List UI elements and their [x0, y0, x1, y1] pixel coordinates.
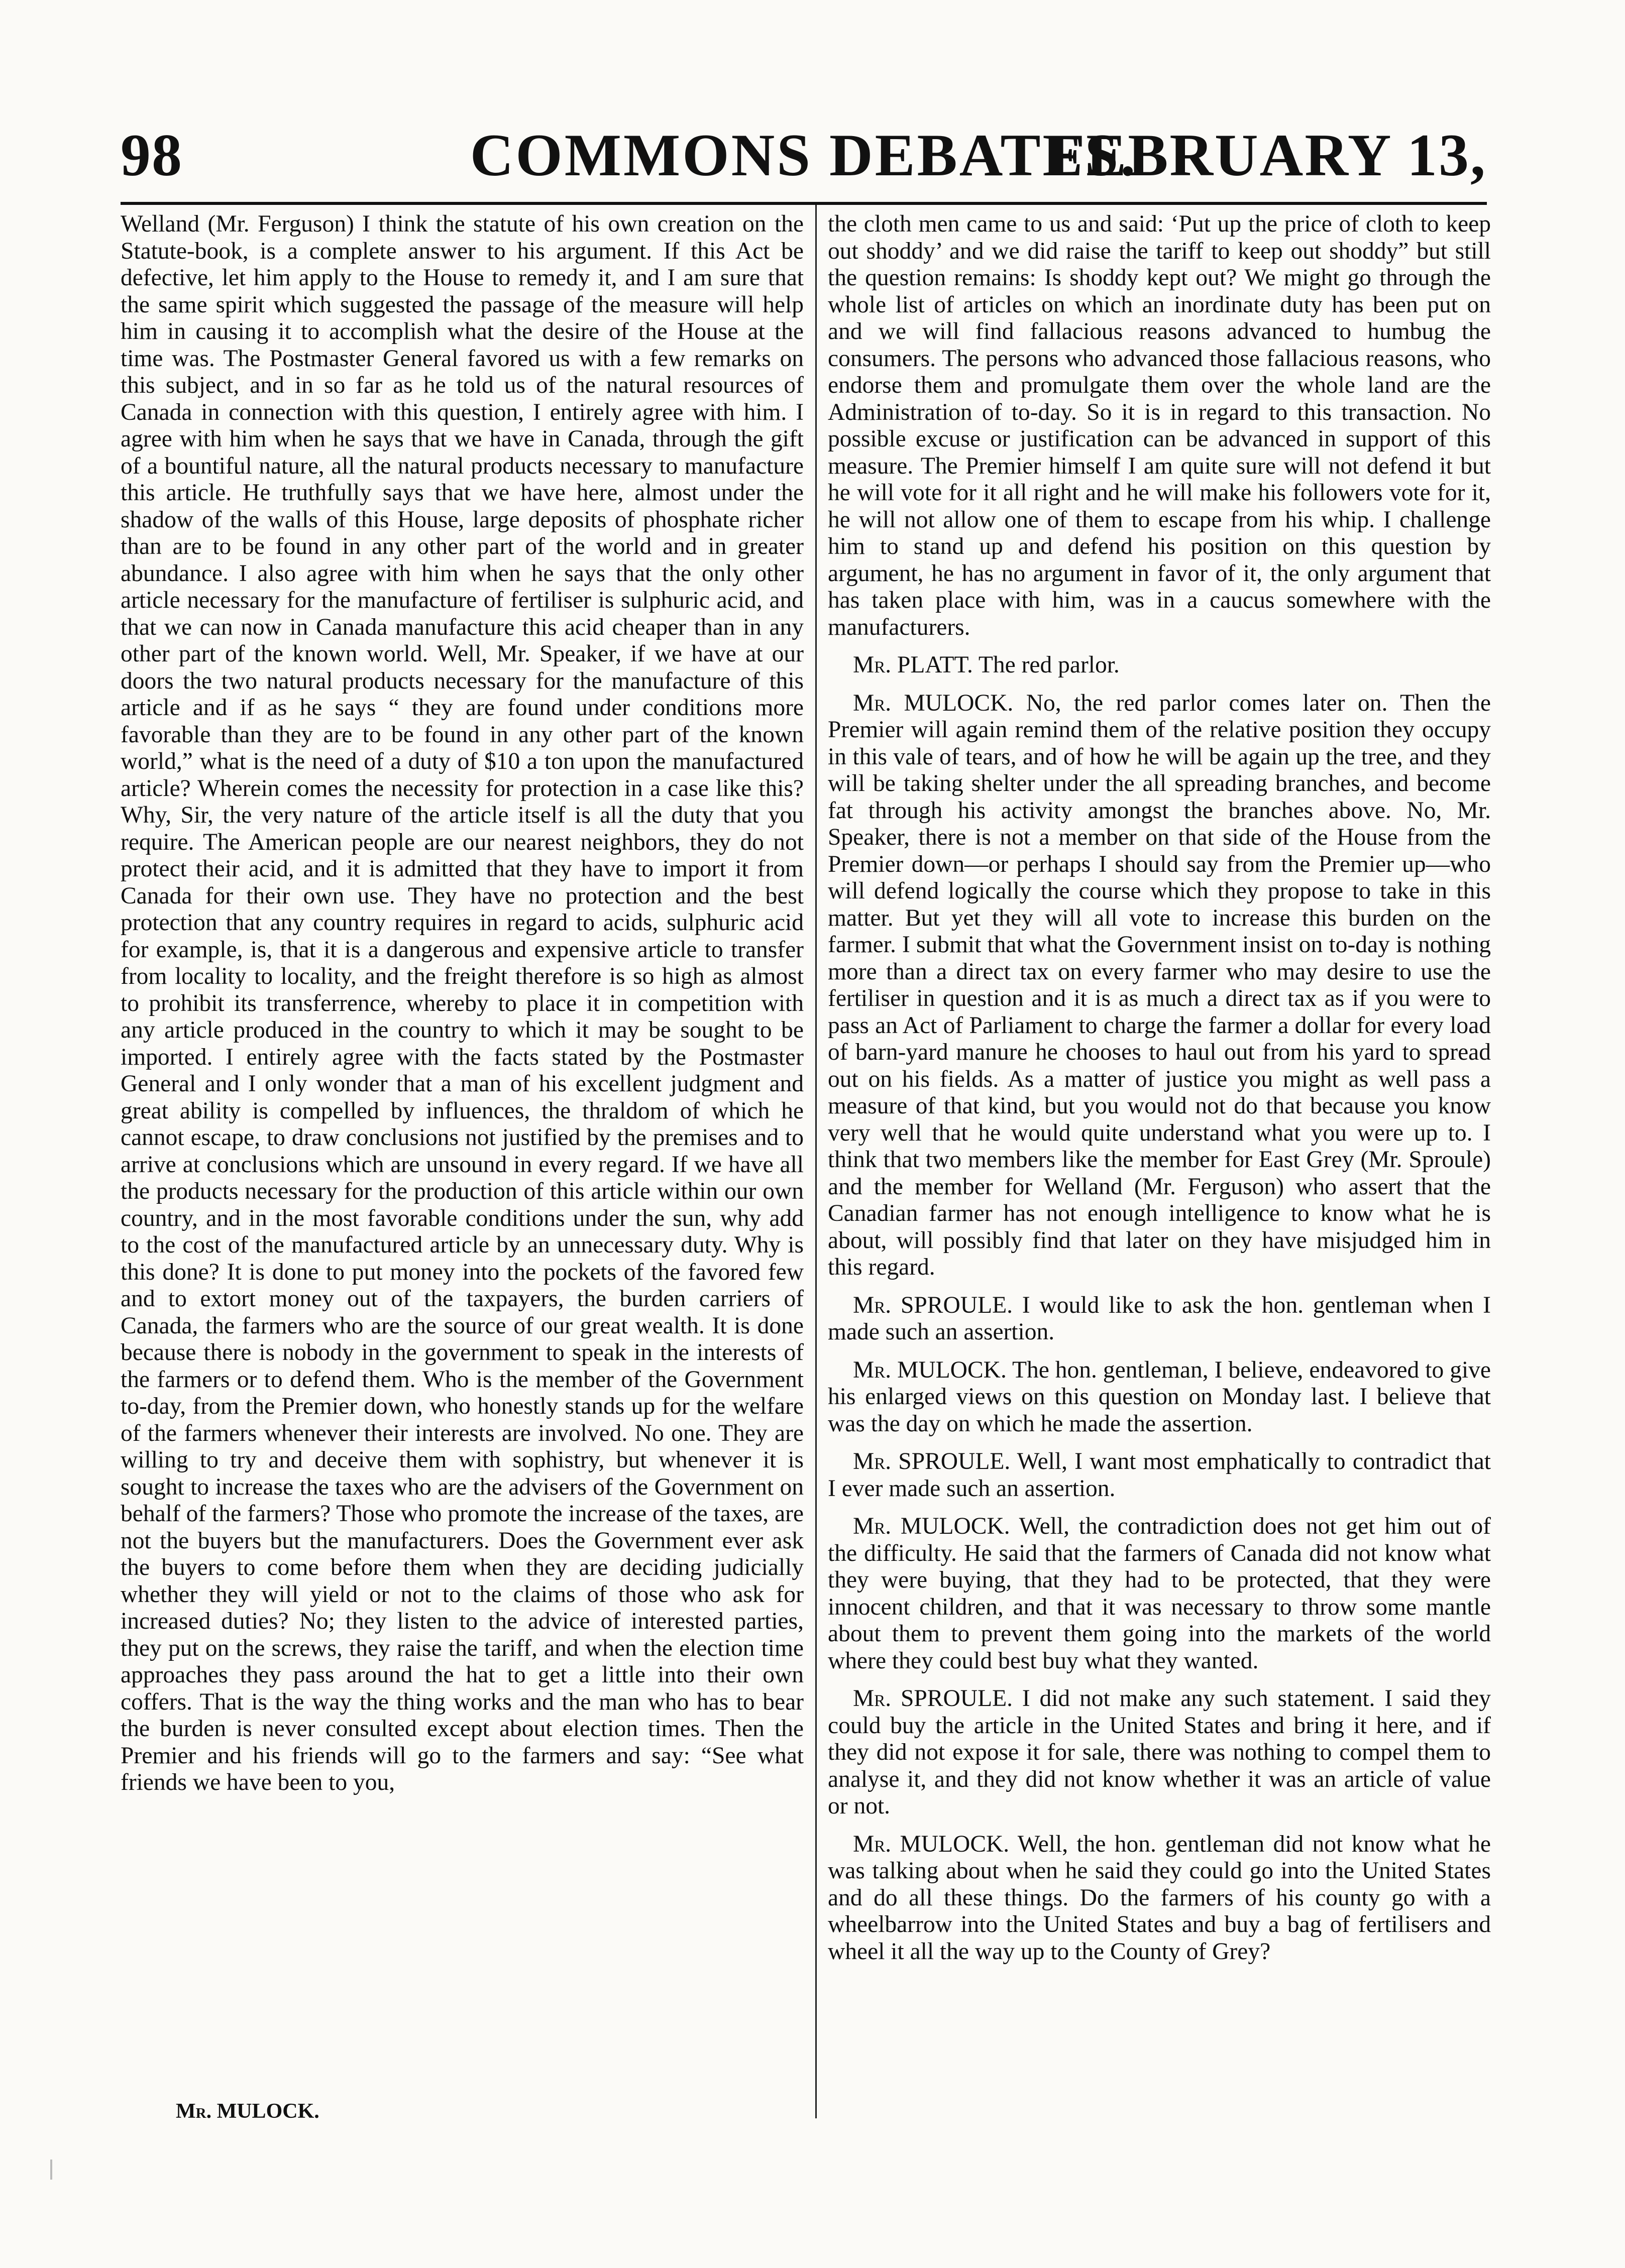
speech-text: The red parlor. [978, 652, 1120, 678]
speech-paragraph [828, 1448, 1491, 1502]
running-title: COMMONS DEBATES. [470, 122, 1138, 188]
speaker-name: Mr. SPROULE. [853, 1448, 1011, 1475]
speaker-name: Mr. SPROULE. [853, 1685, 1013, 1712]
column-divider [815, 205, 817, 2118]
speaker-name: Mr. MULOCK. [853, 690, 1014, 716]
speech-text: Well, the contradiction does not get him out of the difficulty. He said that the farmers of Canada did not know what they were buying, that they had to be protected, that they were innocent children, and that it was necessary to throw some mantle about them to prevent them going into the markets of the world where they could best buy what they wanted. [828, 1513, 1491, 1674]
header-rule [121, 202, 1487, 205]
speech-text: I would like to ask the hon. gentleman when I made such an assertion. [828, 1292, 1491, 1345]
speaker-name: Mr. MULOCK. [853, 1356, 1007, 1383]
speech-paragraph [828, 652, 1491, 679]
speech-paragraph [828, 1513, 1491, 1674]
speaker-name: Mr. MULOCK. [853, 1831, 1010, 1857]
page-number: 98 [121, 122, 183, 188]
right-column [828, 211, 1491, 1976]
paragraph-text: the cloth men came to us and said: ‘Put up the price of cloth to keep out shoddy’ and we did raise the tariff to keep out shoddy” but still the question remains: Is shoddy kept out? We might go through the whole list of articles on which an inordinate duty has been put on and we will find fallacious reasons advanced to humbug the consumers. The persons who advanced those fallacious reasons, who endorse them and promulgate them over the whole land are the Administration of to-day. So it is in regard to this transaction. No possible excuse or justification can be advanced in support of this measure. The Premier himself I am quite sure will not defend it but he will vote for it all right and he will make his followers vote for it, he will not allow one of them to escape from his whip. I challenge him to stand up and defend his position on this question by argument, he has no argument in favor of it, the only argument that has taken place with him, was in a caucus somewhere with the manufacturers. [828, 211, 1491, 640]
speaker-name: Mr. SPROULE. [853, 1292, 1013, 1318]
page-date: FEBRUARY 13, [1047, 122, 1487, 188]
speech-paragraph [828, 1685, 1491, 1820]
page-header [121, 121, 1487, 201]
paragraph-continuation [828, 211, 1491, 641]
speaker-name: Mr. MULOCK. [853, 1513, 1010, 1539]
speech-paragraph [828, 1357, 1491, 1438]
footer-speaker-catchword: Mr. MULOCK. [176, 2100, 319, 2123]
speech-paragraph [828, 690, 1491, 1281]
speaker-name: Mr. PLATT. [853, 652, 973, 678]
speech-text: The hon. gentleman, I believe, endeavored to give his enlarged views on this question on Monday last. I believe that was the day on which he made the assertion. [828, 1356, 1491, 1437]
left-column [121, 211, 804, 1807]
speech-paragraph [828, 1292, 1491, 1346]
speech-paragraph [828, 1831, 1491, 1966]
speech-text: I did not make any such statement. I said they could buy the article in the United States and bring it here, and if they did not expose it for sale, there was nothing to compel them to analyse it, and they did not know whether it was an article of value or not. [828, 1685, 1491, 1819]
left-column-paragraph: Welland (Mr. Ferguson) I think the statute of his own creation on the Statute-book, is a complete answer to his argument. If this Act be defective, let him apply to the House to remedy it, and I am sure that the same spirit which suggested the passage of the measure will help him in causing it to accomplish what the desire of the House at the time was. The Postmaster General favored us with a few remarks on this subject, and in so far as he told us of the natural resources of Canada in connection with this question, I entirely agree with him. I agree with him when he says that we have in Canada, through the gift of a bountiful nature, all the natural products necessary to manufacture this article. He truthfully says that we have here, almost under the shadow of the walls of this House, large deposits of phosphate richer than are to be found in any other part of the world and in greater abundance. I also agree with him when he says that the only other article necessary for the manufacture of fertiliser is sulphuric acid, and that we can now in Canada manufacture this acid cheaper than in any other part of the known world. Well, Mr. Speaker, if we have at our doors the two natural products necessary for the manufacture of this article and if as he says “ they are found under conditions more favorable than they are to be found in any other part of the known world,” what is the need of a duty of $10 a ton upon the manufactured article? Wherein comes the necessity for protection in a case like this? Why, Sir, the very nature of the article itself is all the duty that you require. The American people are our nearest neighbors, they do not protect their acid, and it is admitted that they have to import it from Canada for their own use. They have no protection and the best protection that any country requires in regard to acids, sulphuric acid for example, is, that it is a dangerous and expensive article to transfer from locality to locality, and the freight therefore is so high as almost to prohibit its transferrence, whereby to place it in competition with any article produced in the country to which it may be sought to be imported. I entirely agree with the facts stated by the Postmaster General and I only wonder that a man of his excellent judgment and great ability is compelled by influences, the thraldom of which he cannot escape, to draw conclusions not justified by the premises and to arrive at conclusions which are unsound in every regard. If we have all the products necessary for the production of this article within our own country, and in the most favorable conditions under the sun, why add to the cost of the manufactured article by an unnecessary duty. Why is this done? It is done to put money into the pockets of the favored few and to extort money out of the taxpayers, the burden carriers of Canada, the farmers who are the source of our great wealth. It is done because there is nobody in the government to speak in the interests of the farmers or to defend them. Who is the member of the Government to-day, from the Premier down, who honestly stands up for the welfare of the farmers whenever their interests are involved. No one. They are willing to try and deceive them with sophistry, but whenever it is sought to increase the taxes who are the advisers of the Government on behalf of the farmers? Those who promote the increase of the taxes, are not the buyers but the manufacturers. Does the Government ever ask the buyers to come before them when they are deciding judicially whether they will yield or not to the claims of those who ask for increased duties? No; they listen to the advice of interested parties, they put on the screws, they raise the tariff, and when the election time approaches they pass around the hat to get a little into their own coffers. That is the way the thing works and the man who has to bear the burden is never consulted except about election times. Then the Premier and his friends will go to the farmers and say: “See what friends we have been to you, [121, 211, 804, 1795]
scan-mark [50, 2160, 52, 2180]
speech-text: No, the red parlor comes later on. Then the Premier will again remind them of the relative position they occupy in this vale of tears, and of how he will be again up the tree, and they will be taking shelter under the all spreading branches, and become fat through his activity amongst the branches above. No, Mr. Speaker, there is not a member on that side of the House from the Premier down—or perhaps I should say from the Premier up—who will defend logically the course which they propose to take in this matter. But yet they will all vote to increase this burden on the farmer. I submit that what the Government insist on to-day is nothing more than a direct tax on every farmer who may desire to use the fertiliser in question and it is as much a direct tax as if you were to pass an Act of Parliament to charge the farmer a dollar for every load of barn-yard manure he chooses to haul out from his yard to spread out on his fields. As a matter of justice you might as well pass a measure of that kind, but you would not do that because you know very well that he would quite understand what you were up to. I think that two members like the member for East Grey (Mr. Sproule) and the member for Welland (Mr. Ferguson) who assert that the Canadian farmer has not enough intelligence to know what he is about, will possibly find that later on they have misjudged him in this regard. [828, 690, 1491, 1280]
speech-text: Well, the hon. gentleman did not know what he was talking about when he said they could go into the United States and do all these things. Do the farmers of his county go with a wheelbarrow into the United States and buy a bag of fertilisers and wheel it all the way up to the County of Grey? [828, 1831, 1491, 1965]
speech-text: Well, I want most emphatically to contradict that I ever made such an assertion. [828, 1448, 1491, 1502]
